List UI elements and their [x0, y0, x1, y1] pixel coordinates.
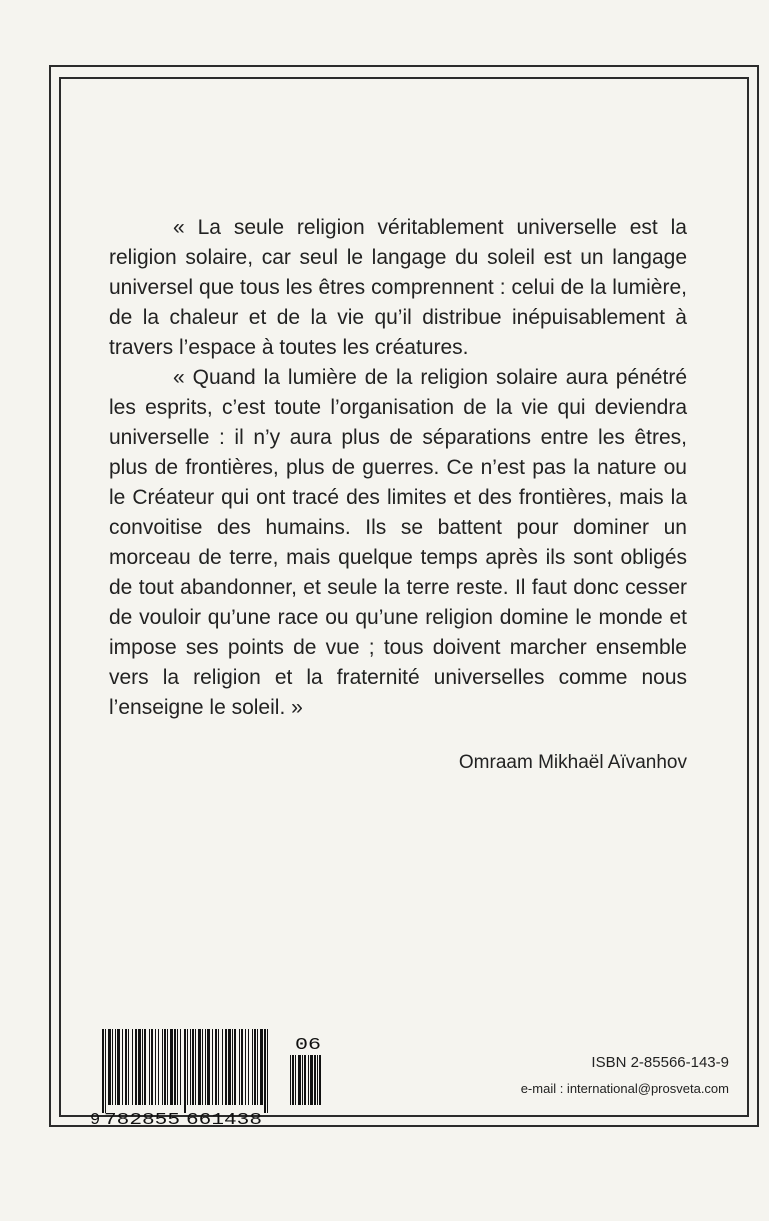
barcode-bar — [215, 1029, 217, 1105]
barcode-bar — [174, 1029, 176, 1105]
isbn-number: ISBN 2-85566-143-9 — [591, 1054, 729, 1071]
barcode-bar — [232, 1029, 233, 1105]
quote-paragraph-2: « Quand la lumière de la religion solaire aura pénétré les esprits, c’est toute l’organisation de la vie qui deviendra universelle : il n’y aura plus de séparations entre les êtres, plus de frontières, plus de guerres. Ce n’est pas la nature ou le Créateur qui ont tracé des limites et des frontières, mais la convoitise des humains. Ils se battent pour dominer un morceau de terre, mais quelque temps après ils sont obligés de tout abandonner, et seule la terre reste. Il faut donc cesser de vouloir qu’une race ou qu’une religion domine le monde et impose ses points de vue ; tous doivent marcher ensemble vers la religion et la fraternité universelles comme nous l’enseigne le soleil. » — [109, 366, 687, 719]
barcode-bar — [158, 1029, 159, 1105]
barcode-bar — [205, 1029, 206, 1105]
barcode-bar — [102, 1029, 104, 1113]
barcode-bar — [252, 1029, 253, 1105]
barcode-bar — [155, 1029, 156, 1105]
barcode-bar — [170, 1029, 173, 1105]
barcode-addon-bar — [292, 1055, 294, 1105]
barcode-addon-bar — [304, 1055, 306, 1105]
barcode-addon-bar — [319, 1055, 321, 1105]
barcode-bar — [254, 1029, 256, 1105]
barcode-bar — [117, 1029, 120, 1105]
barcode-digits-group-2: 661438 — [186, 1111, 262, 1127]
barcode-addon-bar — [290, 1055, 291, 1105]
barcode-bar — [187, 1029, 188, 1105]
barcode-bar — [128, 1029, 129, 1105]
barcode-bar — [105, 1029, 106, 1113]
barcode-bar — [135, 1029, 137, 1105]
barcode-bar — [192, 1029, 194, 1105]
barcode-bar — [112, 1029, 113, 1105]
barcode-bar — [190, 1029, 191, 1105]
barcode-bar — [149, 1029, 150, 1105]
barcode-addon-bar — [295, 1055, 296, 1105]
barcode-bar — [264, 1029, 266, 1113]
barcode-bar — [202, 1029, 203, 1105]
barcode-bar — [167, 1029, 168, 1105]
isbn-barcode — [90, 1027, 330, 1127]
barcode-addon-bar — [308, 1055, 309, 1105]
barcode-bar — [151, 1029, 153, 1105]
barcode-bar — [177, 1029, 178, 1105]
barcode-bar — [198, 1029, 201, 1105]
barcode-addon-bar — [310, 1055, 313, 1105]
barcode-bar — [164, 1029, 166, 1105]
barcode-addon-bar — [314, 1055, 316, 1105]
barcode-bar — [144, 1029, 146, 1105]
barcode-bar — [245, 1029, 246, 1105]
barcode-addon-digits: 06 — [295, 1036, 321, 1055]
barcode-bar — [138, 1029, 141, 1105]
barcode-bar — [218, 1029, 219, 1105]
quote-text — [109, 213, 687, 723]
barcode-bar — [207, 1029, 210, 1105]
barcode-bar — [234, 1029, 236, 1105]
barcode-addon-bar — [298, 1055, 301, 1105]
barcode-bar — [142, 1029, 143, 1105]
barcode-bar — [132, 1029, 133, 1105]
barcode-bar — [222, 1029, 223, 1105]
barcode-bar — [108, 1029, 111, 1105]
barcode-bar — [260, 1029, 263, 1105]
barcode-bars — [102, 1029, 268, 1113]
quote-paragraph-1: « La seule religion véritablement universelle est la religion solaire, car seul le langage du soleil est un langage universel que tous les êtres comprennent : celui de la lumière, de la chaleur et de la vie qu’il distribue inépuisablement à travers l’espace à toutes les créatures. — [109, 216, 687, 359]
barcode-digits-group-1: 782855 — [104, 1111, 180, 1127]
barcode-bar — [184, 1029, 186, 1113]
barcode-bar — [122, 1029, 123, 1105]
barcode-addon-bar — [302, 1055, 303, 1105]
barcode-bar — [248, 1029, 249, 1105]
barcode-bar — [162, 1029, 163, 1105]
barcode-addon-bars — [290, 1055, 321, 1105]
barcode-bar — [267, 1029, 268, 1113]
barcode-bar — [239, 1029, 240, 1105]
quote-author: Omraam Mikhaël Aïvanhov — [458, 752, 687, 773]
contact-email: e-mail : international@prosveta.com — [520, 1081, 729, 1096]
barcode-bar — [212, 1029, 213, 1105]
barcode-bar — [180, 1029, 181, 1105]
barcode-lead-digit: 9 — [90, 1111, 101, 1127]
barcode-bar — [257, 1029, 258, 1105]
barcode-bar — [115, 1029, 116, 1105]
barcode-bar — [125, 1029, 127, 1105]
barcode-bar — [225, 1029, 227, 1105]
barcode-bar — [241, 1029, 243, 1105]
barcode-addon-bar — [317, 1055, 318, 1105]
barcode-bar — [228, 1029, 231, 1105]
barcode-bar — [195, 1029, 196, 1105]
